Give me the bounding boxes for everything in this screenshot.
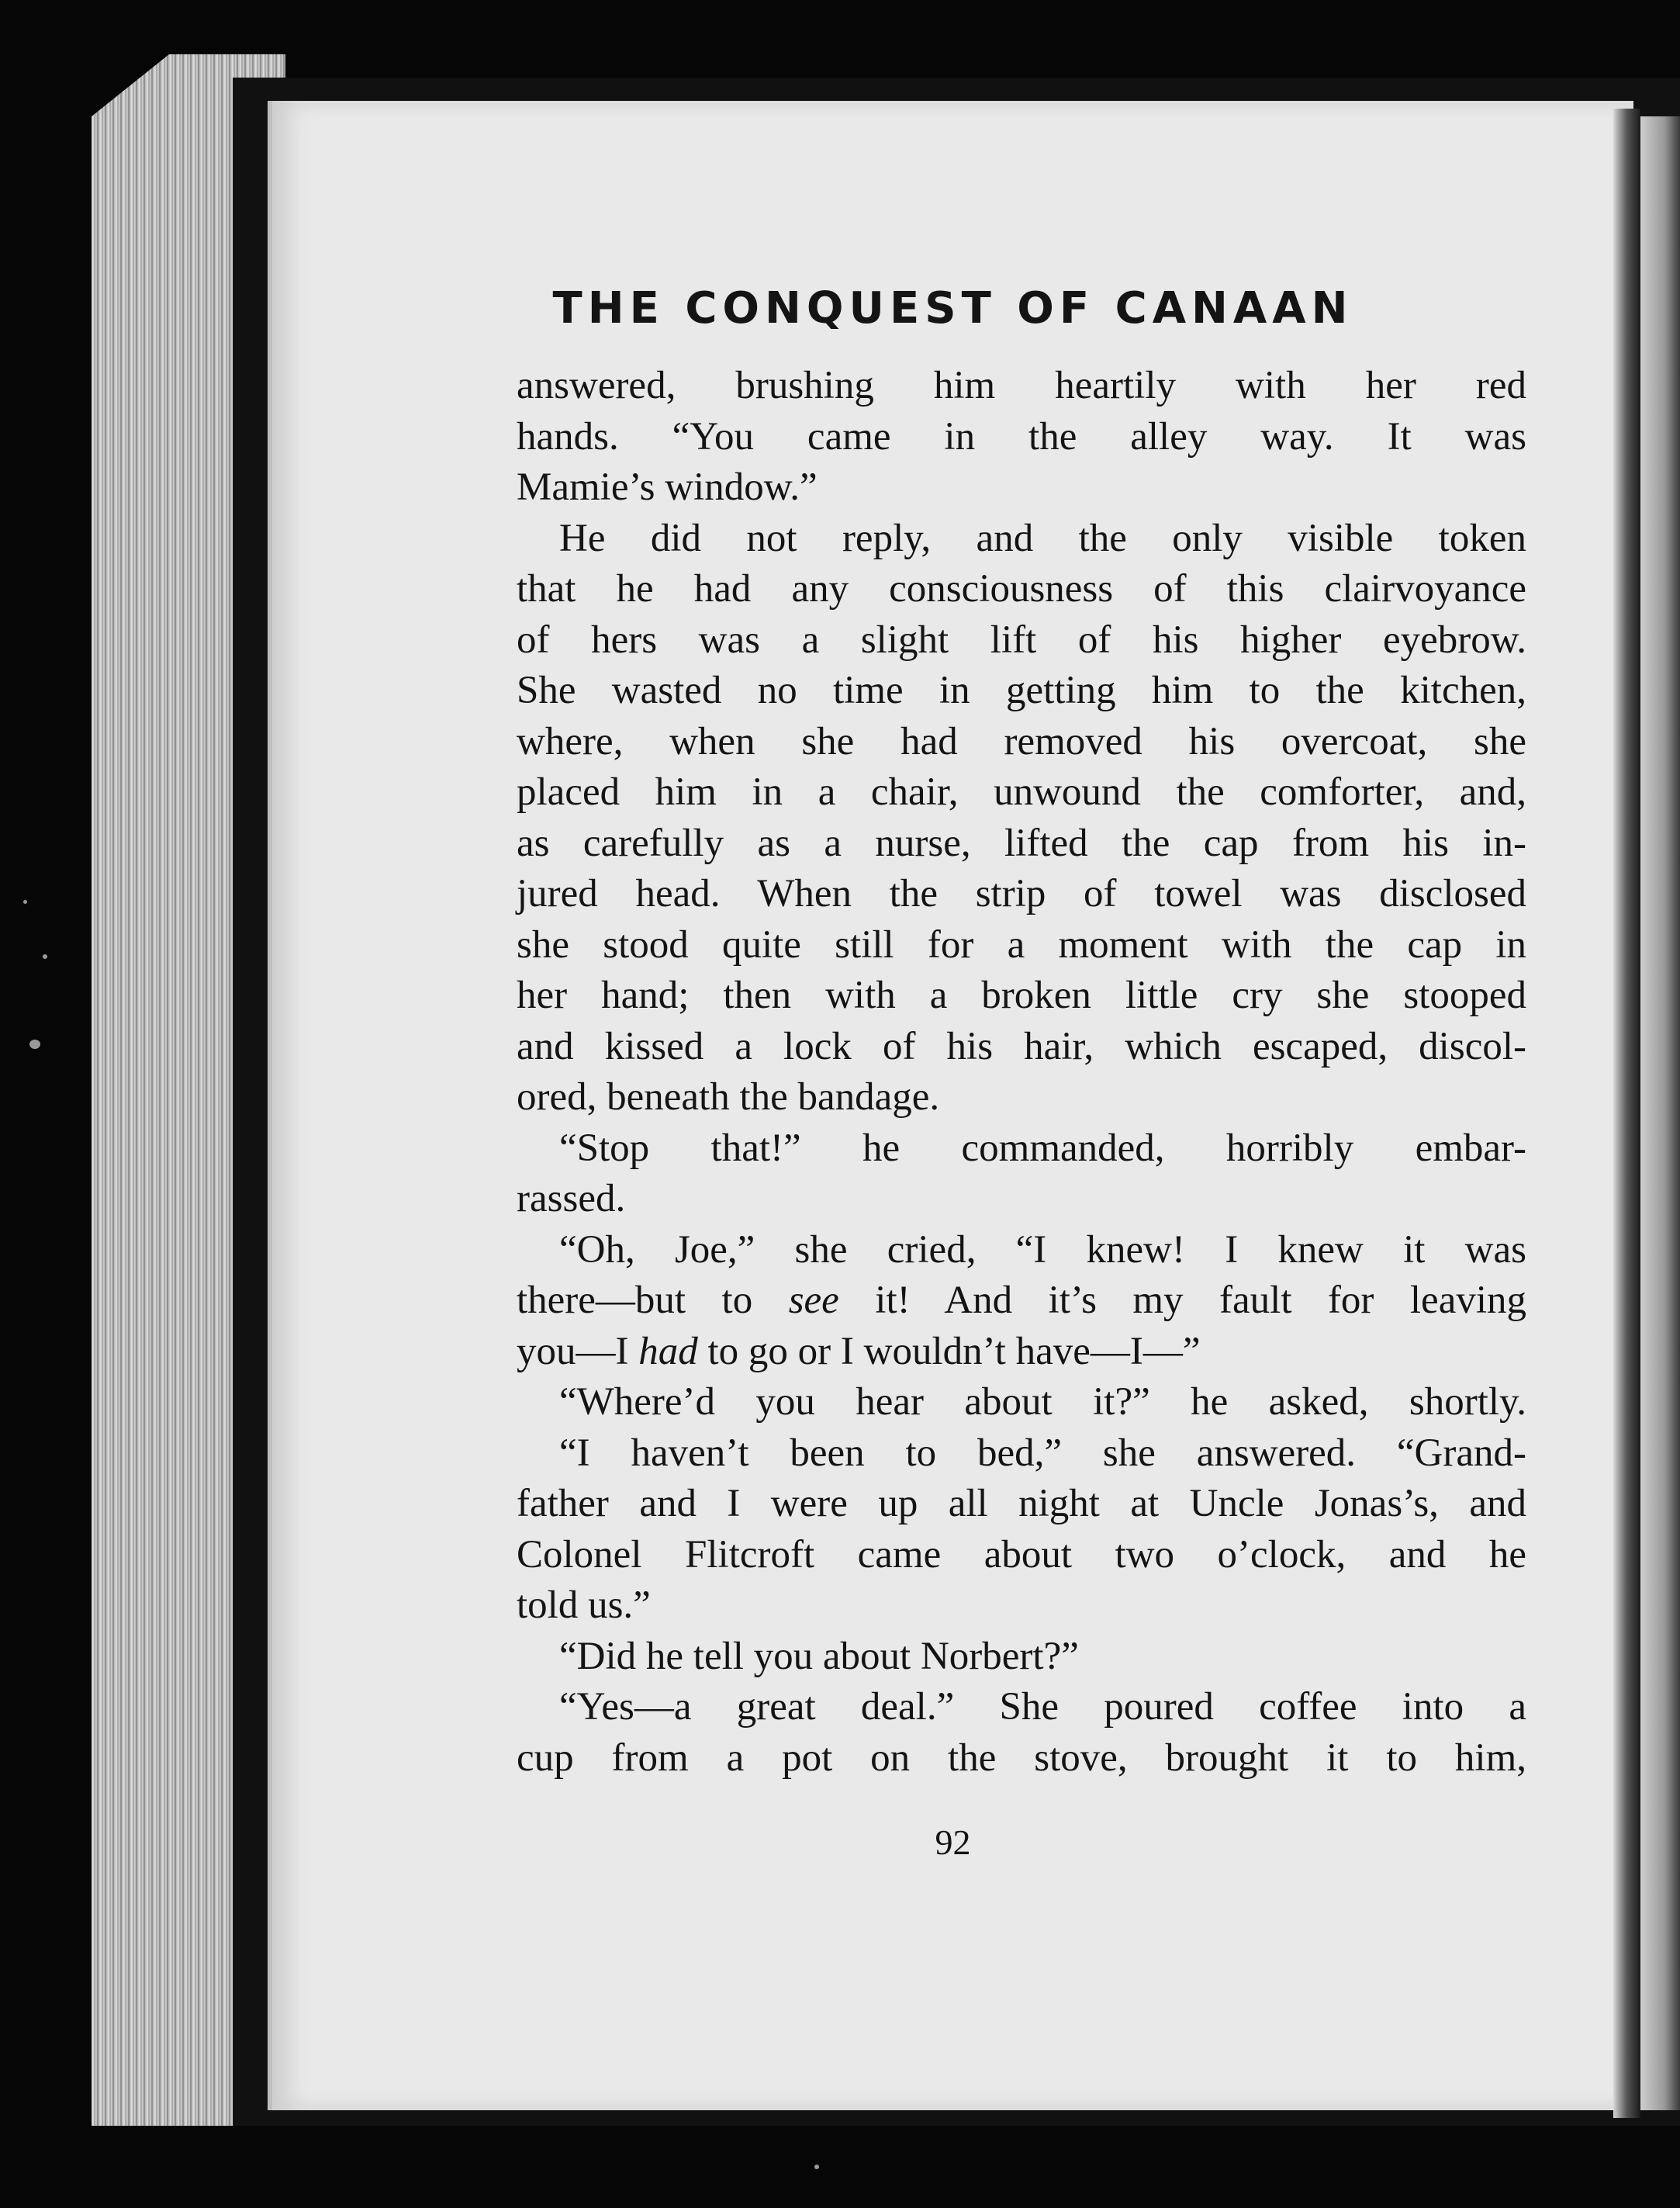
text-line: hands. “You came in the alley way. It was xyxy=(517,414,1526,459)
text-run: to go or I wouldn’t have—I—” xyxy=(697,1329,1201,1373)
text-line xyxy=(517,1275,1526,1327)
text-line: of hers was a slight lift of his higher eyebrow. xyxy=(517,618,1526,662)
text-line: that he had any consciousness of this clairvoyance xyxy=(517,567,1526,611)
text-line: She wasted no time in getting him to the kitchen, xyxy=(517,669,1526,712)
text-line: “Oh, Joe,” she cried, “I knew! I knew it was xyxy=(559,1227,1526,1272)
text-line: and kissed a lock of his hair, which escaped, discol- xyxy=(517,1024,1526,1068)
text-line xyxy=(517,1327,1526,1378)
dust-speck xyxy=(29,1040,40,1049)
running-header: THE CONQUEST OF CANAAN xyxy=(552,283,1353,334)
text-line: rassed. xyxy=(517,1177,626,1220)
text-line: jured head. When the strip of towel was disclosed xyxy=(517,872,1526,915)
text-run: it! And it’s my fault for leaving xyxy=(838,1279,1526,1322)
text-line: placed him in a chair, unwound the comforter, and, xyxy=(517,770,1526,814)
text-line: “Yes—a great deal.” She poured coffee into a xyxy=(559,1685,1526,1729)
italic-word: had xyxy=(638,1329,698,1373)
page-number: 92 xyxy=(935,1822,971,1862)
text-line: “Where’d you hear about it?” he asked, shortly. xyxy=(559,1380,1526,1424)
italic-word: see xyxy=(788,1279,839,1322)
text-line: answered, brushing him heartily with her red xyxy=(517,364,1526,407)
text-line: “Did he tell you about Norbert?” xyxy=(559,1634,1079,1678)
text-line: she stood quite still for a moment with the cap in xyxy=(517,922,1526,967)
text-line: told us.” xyxy=(517,1583,651,1627)
dust-speck xyxy=(43,954,47,959)
text-line: cup from a pot on the stove, brought it to him, xyxy=(517,1736,1526,1780)
text-line: father and I were up all night at Uncle Jonas’s, and xyxy=(517,1482,1526,1525)
book-page xyxy=(268,101,1633,2110)
text-line: her hand; then with a broken little cry she stooped xyxy=(517,974,1526,1017)
dust-speck xyxy=(23,900,27,904)
text-line: as carefully as a nurse, lifted the cap from his in- xyxy=(517,821,1526,865)
right-binding xyxy=(1613,109,1640,2118)
text-run: there—but to xyxy=(517,1279,789,1322)
text-line: He did not reply, and the only visible token xyxy=(559,516,1526,560)
text-line: where, when she had removed his overcoat, she xyxy=(517,719,1526,763)
next-page-edge xyxy=(1640,116,1680,2110)
text-line: ored, beneath the bandage. xyxy=(517,1075,940,1119)
dust-speck xyxy=(814,2165,819,2169)
text-line: Colonel Flitcroft came about two o’clock, and he xyxy=(517,1532,1526,1576)
text-line: “Stop that!” he commanded, horribly embar- xyxy=(559,1126,1526,1170)
text-run: you—I xyxy=(517,1329,639,1373)
body-text xyxy=(517,361,1526,1784)
text-line: “I haven’t been to bed,” she answered. “Grand- xyxy=(559,1431,1526,1475)
text-line: Mamie’s window.” xyxy=(517,465,818,509)
